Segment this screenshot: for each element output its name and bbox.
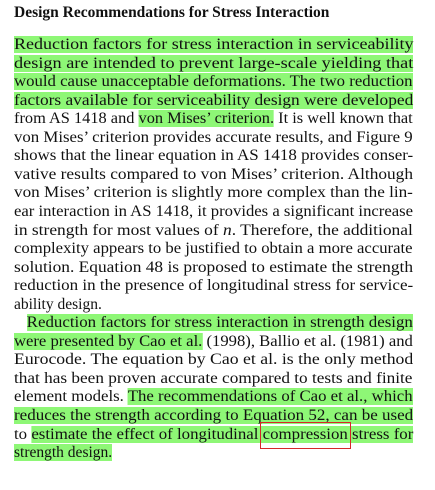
- text-line: [14, 240, 413, 258]
- text-segment: Eurocode. The equation by Cao et al. is the only method: [14, 351, 414, 369]
- text-segment: von Mises’ criterion provides accurate results, and Figure 9: [14, 128, 413, 146]
- highlighted-text: would cause unacceptable deformations. The two reduction: [14, 73, 413, 91]
- section-heading: Design Recommendations for Stress Interaction: [14, 4, 330, 21]
- text-line: [14, 203, 413, 221]
- text-segment: complexity appears to be justified to obtain a more accurate: [14, 240, 413, 258]
- highlighted-text: estimate the effect of longitudinal compression stress for: [31, 425, 414, 443]
- text-line: [14, 407, 413, 425]
- text-line: [14, 222, 413, 240]
- text-segment: von Mises’ criterion is slightly more complex than the lin-: [14, 184, 413, 202]
- text-segment: reduction in the presence of longitudinal stress for service-: [14, 277, 414, 295]
- text-segment: that has been proven accurate compared to tests and finite: [14, 369, 413, 387]
- text-segment: [14, 314, 27, 331]
- text-line: [14, 426, 413, 444]
- text-line: [14, 259, 413, 277]
- highlighted-text: reduces the strength according to Equation 52, can be used: [14, 407, 414, 424]
- text-line: [14, 351, 413, 369]
- text-segment: It is well known that: [274, 110, 413, 128]
- text-segment: ear interaction in AS 1418, it provides a significant increase: [14, 202, 414, 220]
- text-line: [14, 333, 413, 351]
- compression-annotation-box: [260, 422, 351, 449]
- text-segment: vative results compared to von Mises’ criterion. Although: [14, 165, 413, 183]
- text-line: [14, 147, 413, 165]
- text-line: [14, 314, 413, 332]
- highlighted-text: strength design.: [14, 444, 113, 462]
- text-line: [14, 92, 413, 110]
- highlighted-text: Reduction factors for stress interaction in strength design: [26, 314, 413, 332]
- highlighted-text: factors available for serviceability design were developed: [14, 91, 414, 109]
- text-segment: (1998), Ballio et al. (1981) and: [202, 332, 413, 350]
- highlighted-text: were presented by Cao et al.: [14, 332, 203, 350]
- text-segment: . Therefore, the additional: [231, 221, 413, 239]
- highlighted-text: design are intended to prevent large-scale yielding that: [14, 54, 414, 72]
- highlighted-text: von Mises’ criterion.: [138, 110, 275, 128]
- text-segment: in strength for most values of: [14, 221, 224, 239]
- text-segment: to: [14, 425, 32, 443]
- text-line: [14, 277, 413, 295]
- highlighted-text: Reduction factors for stress interaction in serviceability: [14, 36, 414, 53]
- text-segment: shows that the linear equation in AS 1418 provides conser-: [14, 147, 414, 165]
- text-line: [14, 444, 112, 462]
- text-line: [14, 55, 413, 73]
- text-line: [14, 388, 413, 406]
- text-line: [14, 296, 102, 314]
- text-line: [14, 184, 413, 202]
- text-line: [14, 166, 413, 184]
- text-line: [14, 73, 413, 91]
- text-segment: n: [223, 221, 232, 239]
- highlighted-text: The recommendations of Cao et al., which: [127, 388, 413, 406]
- text-segment: ability design.: [14, 295, 102, 313]
- text-line: [14, 110, 413, 128]
- text-segment: solution. Equation 48 is proposed to estimate the strength: [14, 258, 414, 276]
- text-segment: element models.: [14, 388, 128, 406]
- text-segment: from AS 1418 and: [14, 110, 139, 128]
- text-line: [14, 36, 414, 54]
- text-line: [14, 370, 412, 388]
- text-line: [14, 129, 413, 147]
